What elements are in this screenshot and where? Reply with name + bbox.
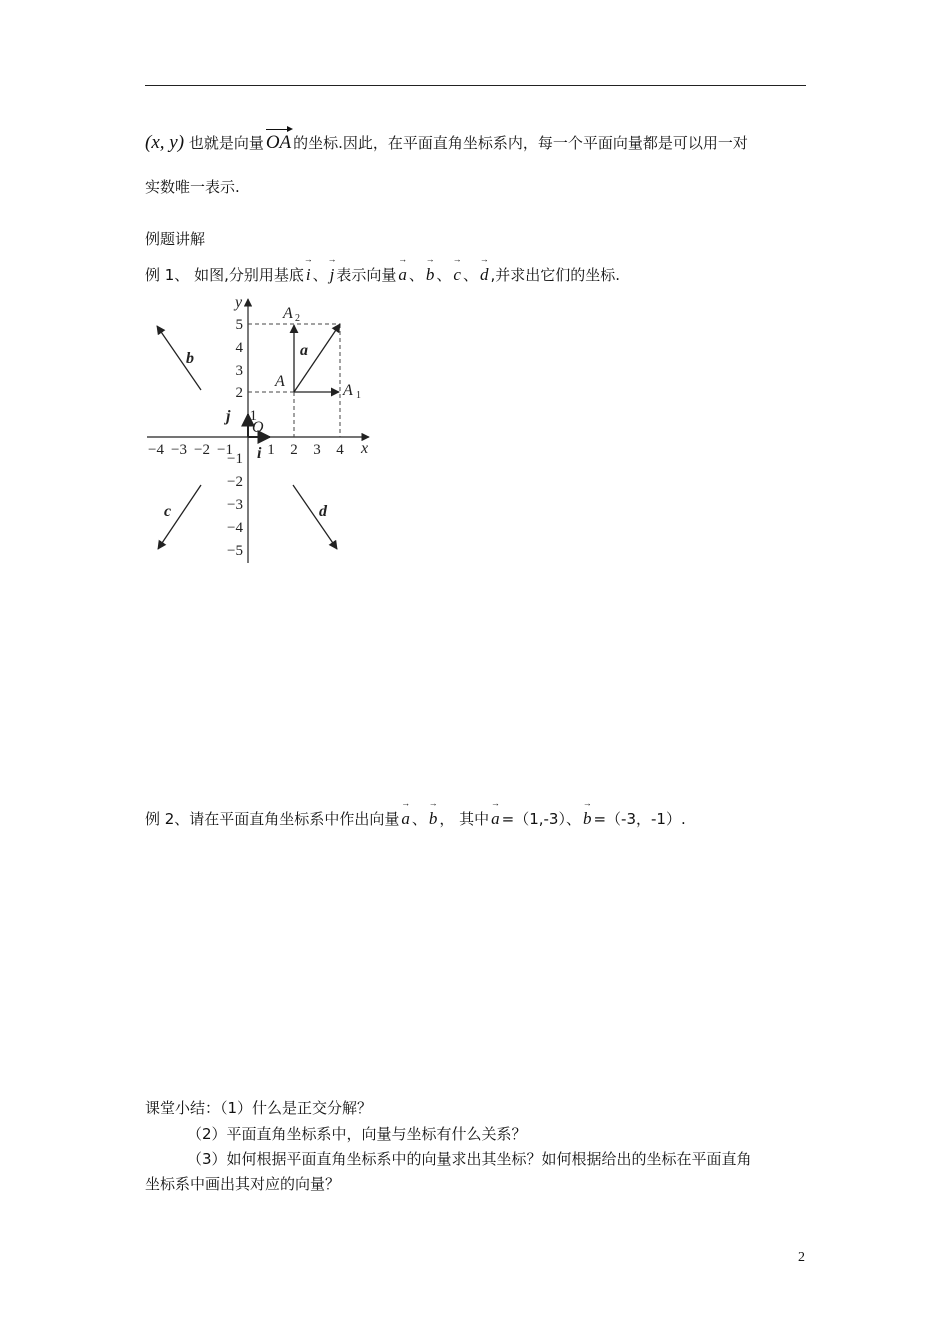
- separator: 、: [436, 266, 452, 284]
- x-tick-label: 2: [290, 442, 298, 458]
- vector-arrow-icon: →: [401, 798, 411, 808]
- vector-arrow-icon: →: [327, 254, 337, 264]
- vector-d-label: d: [319, 503, 327, 520]
- vector-b-label: b: [428, 809, 438, 828]
- origin-label: O: [252, 419, 264, 436]
- basis-i-label: i: [257, 445, 262, 462]
- y-tick-label: 1: [249, 408, 257, 424]
- x-tick-label: −4: [148, 442, 164, 458]
- vector-c-label: c: [164, 503, 172, 520]
- vector-b-value: =（-3，-1）.: [593, 810, 686, 828]
- summary-line-3: （3）如何根据平面直角坐标系中的向量求出其坐标？如何根据给出的坐标在平面直角: [187, 1150, 752, 1168]
- y-tick-label: −3: [227, 497, 243, 513]
- vector-figure: [145, 295, 370, 571]
- point-a1-label: A: [343, 382, 353, 399]
- vector-a-label: a: [401, 809, 410, 828]
- vector-oa-label: OA: [265, 132, 292, 153]
- separator: 、: [312, 266, 328, 284]
- vector-b: [425, 254, 435, 286]
- example-1-mid: 表示向量: [336, 266, 397, 284]
- vector-a: [398, 254, 408, 286]
- page-number: 2: [798, 1250, 805, 1265]
- header-rule: [145, 85, 806, 86]
- vector-arrow-icon: →: [582, 798, 592, 808]
- summary-line-4: 坐标系中画出其对应的向量？: [145, 1175, 341, 1193]
- x-tick-label: −1: [217, 442, 233, 458]
- summary-line-2: （2）平面直角坐标系中，向量与坐标有什么关系？: [187, 1125, 527, 1143]
- y-tick-label: 3: [235, 363, 243, 379]
- vector-a-label: a: [300, 342, 308, 359]
- vector-a: [401, 798, 411, 830]
- basis-j-label: j: [226, 408, 231, 425]
- vector-a-label: a: [398, 265, 407, 284]
- y-tick-label: 4: [235, 340, 243, 356]
- vector-c: [452, 254, 462, 286]
- paragraph-line-1: [145, 132, 748, 154]
- point-a2-label: A: [283, 305, 293, 322]
- example-2-mid: ， 其中: [439, 810, 490, 828]
- coordinate-diagram: [145, 295, 370, 567]
- vector-arrow-icon: →: [490, 798, 500, 808]
- vector-arrow-icon: →: [428, 798, 438, 808]
- vector-arrow-icon: →: [425, 254, 435, 264]
- x-tick-label: 4: [336, 442, 344, 458]
- paragraph-text: 也就是向量: [188, 134, 264, 152]
- x-axis-label: x: [361, 440, 369, 457]
- example-1-suffix: ,并求出它们的坐标.: [490, 266, 620, 284]
- example-1-question: [145, 254, 620, 286]
- x-tick-label: −2: [194, 442, 210, 458]
- example-2-question: [145, 798, 686, 830]
- separator: 、: [462, 266, 478, 284]
- vector-a-value: =（1,-3）、: [501, 810, 581, 828]
- vector-j-label: j: [329, 265, 335, 284]
- vector-b-arrow: [157, 326, 201, 390]
- y-tick-label: −5: [227, 543, 243, 559]
- vector-b-label: b: [425, 265, 435, 284]
- y-tick-label: −1: [227, 451, 243, 467]
- y-axis-label: y: [235, 295, 243, 311]
- vector-b: [428, 798, 438, 830]
- y-tick-label: 5: [235, 317, 243, 333]
- paragraph-text: 的坐标.因此，在平面直角坐标系内，每一个平面向量都是可以用一对: [293, 134, 748, 152]
- vector-b-label: b: [186, 350, 194, 367]
- y-tick-label: 2: [235, 385, 243, 401]
- vector-d-label: d: [479, 265, 489, 284]
- x-tick-label: −3: [171, 442, 187, 458]
- point-a2-subscript: 2: [295, 313, 300, 324]
- vector-a: [490, 798, 500, 830]
- vector-arrow-icon: →: [398, 254, 408, 264]
- vector-b: [582, 798, 592, 830]
- separator: 、: [411, 810, 427, 828]
- vector-a-label: a: [491, 809, 500, 828]
- vector-i: [303, 254, 313, 286]
- point-a1-subscript: 1: [356, 390, 361, 401]
- vector-oa: [266, 132, 291, 154]
- y-tick-label: −2: [227, 474, 243, 490]
- summary-line-1: 课堂小结：（1）什么是正交分解？: [145, 1099, 373, 1117]
- vector-i-label: i: [305, 265, 311, 284]
- vector-c-label: c: [453, 265, 461, 284]
- vector-arrow-icon: →: [303, 254, 313, 264]
- example-1-prefix: 例 1、 如图,分别用基底: [145, 266, 304, 284]
- example-2-prefix: 例 2、请在平面直角坐标系中作出向量: [145, 810, 400, 828]
- vector-arrow-icon: [266, 129, 291, 130]
- point-a-label: A: [275, 373, 285, 390]
- separator: 、: [408, 266, 424, 284]
- x-tick-label: 3: [313, 442, 321, 458]
- vector-arrow-icon: →: [479, 254, 489, 264]
- vector-j: [327, 254, 337, 286]
- vector-d: [479, 254, 489, 286]
- vector-arrow-icon: →: [452, 254, 462, 264]
- vector-d-arrow: [293, 485, 337, 549]
- vector-b-label: b: [582, 809, 592, 828]
- paragraph-line-2: 实数唯一表示.: [145, 178, 240, 196]
- y-tick-label: −4: [227, 520, 243, 536]
- coordinate-xy: (x, y): [145, 132, 185, 153]
- section-title: 例题讲解: [145, 230, 206, 248]
- x-tick-label: 1: [267, 442, 275, 458]
